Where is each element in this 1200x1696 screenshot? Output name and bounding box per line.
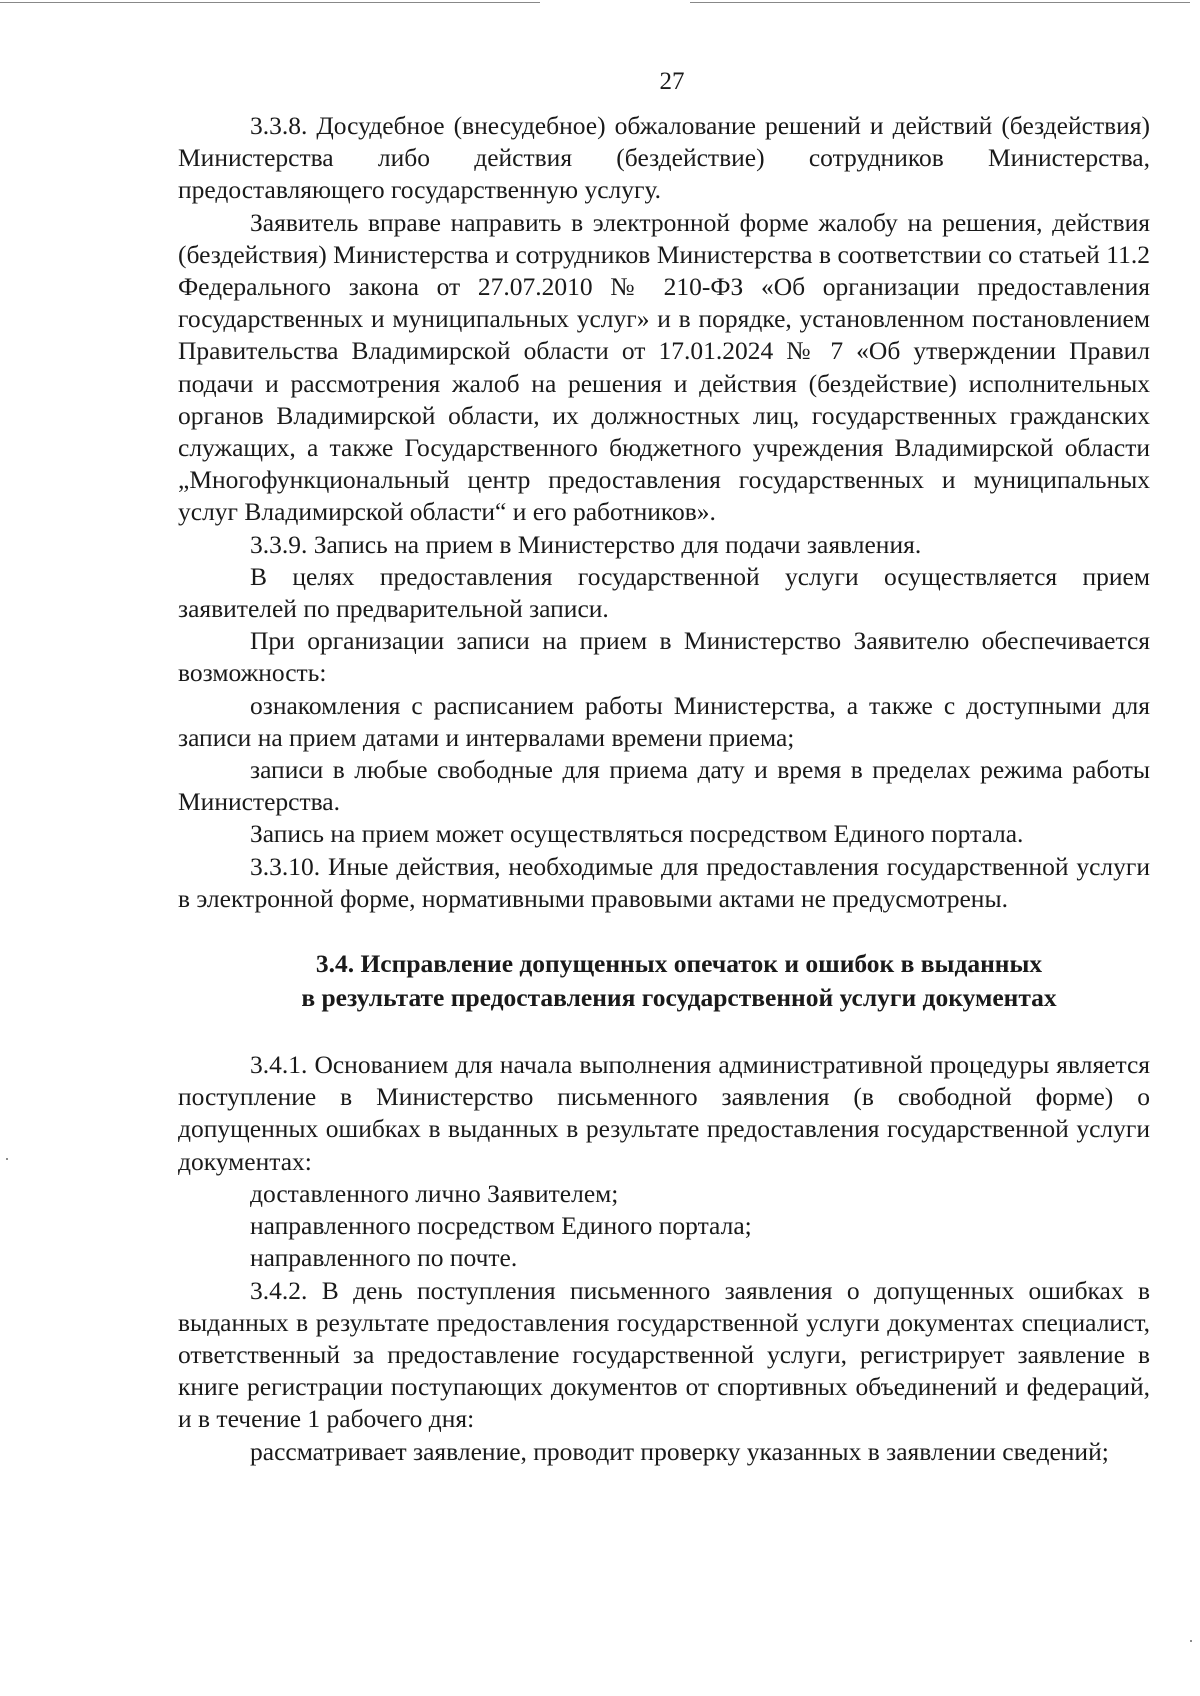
- paragraph-complaint-right: Заявитель вправе направить в электронной форме жалобу на решения, действия (бездействия) Министерства и сотрудников Министерства в соответствии со статьей 11.2 Федерального закона от 27.07.2010 № 210-ФЗ «Об организации предоставления государственных и муниципальных услуг» и в порядке, установленном постановлением Правительства Владимирской области от 17.01.2024 № 7 «Об утверждении Правил подачи и рассмотрения жалоб на решения и действия (бездействие) исполнительных органов Владимирской области, их должностных лиц, государственных гражданских служащих, а также Государственного бюджетного учреждения Владимирской области „Многофункциональный центр предоставления государственных и муниципальных услуг Владимирской области“ и его работников».: [178, 207, 1150, 527]
- paragraph-option-free-time: записи в любые свободные для приема дату и время в пределах режима работы Министерства.: [178, 755, 1150, 817]
- paragraph-3-4-2: 3.4.2. В день поступления письменного заявления о допущенных ошибках в выданных в результате предоставления государственной услуги документах специалист, ответственный за предоставление государственной услуги, регистрирует заявление в книге регистрации поступающих документов от спортивных объединений и федераций, и в течение 1 рабочего дня:: [178, 1275, 1150, 1434]
- scan-edge-line-left: [0, 2, 540, 3]
- paragraph-3-3-10: 3.3.10. Иные действия, необходимые для предоставления государственной услуги в электронной форме, нормативными правовыми актами не предусмотрены.: [178, 851, 1150, 913]
- section-heading-line-1: 3.4. Исправление допущенных опечаток и ошибок в выданных: [315, 949, 1043, 979]
- list-item: направленного посредством Единого портала;: [250, 1211, 752, 1241]
- section-heading-line-2: в результате предоставления государственной услуги документах: [301, 983, 1057, 1013]
- document-page: [178, 66, 1150, 1468]
- paragraph-3-3-9: 3.3.9. Запись на прием в Министерство для подачи заявления.: [250, 529, 922, 559]
- paragraph-option-schedule: ознакомления с расписанием работы Министерства, а также с доступными для записи на прием датами и интервалами времени приема;: [178, 690, 1150, 752]
- list-item: доставленного лично Заявителем;: [250, 1178, 619, 1208]
- paragraph-appointment-options: При организации записи на прием в Министерство Заявителю обеспечивается возможность:: [178, 626, 1150, 688]
- section-heading-3-4: [178, 947, 1150, 1015]
- paragraph-3-4-1: 3.4.1. Основанием для начала выполнения административной процедуры является поступление в Министерство письменного заявления (в свободной форме) о допущенных ошибках в выданных в результате предоставления государственной услуги документах:: [178, 1050, 1150, 1176]
- paragraph-review-application: рассматривает заявление, проводит проверку указанных в заявлении сведений;: [250, 1436, 1109, 1466]
- paragraph-portal-appointment: Запись на прием может осуществляться посредством Единого портала.: [250, 819, 1024, 849]
- list-item: направленного по почте.: [250, 1243, 518, 1273]
- scan-speck: [6, 1158, 8, 1160]
- paragraph-3-3-8: 3.3.8. Досудебное (внесудебное) обжалование решений и действий (бездействия) Министерства либо действия (бездействие) сотрудников Министерства, предоставляющего государственную услугу.: [178, 111, 1150, 205]
- scan-speck: [1190, 1640, 1192, 1642]
- scan-edge-line-right: [690, 2, 1190, 3]
- paragraph-appointment-purpose: В целях предоставления государственной услуги осуществляется прием заявителей по предварительной записи.: [178, 561, 1150, 624]
- page-number: 27: [659, 68, 685, 95]
